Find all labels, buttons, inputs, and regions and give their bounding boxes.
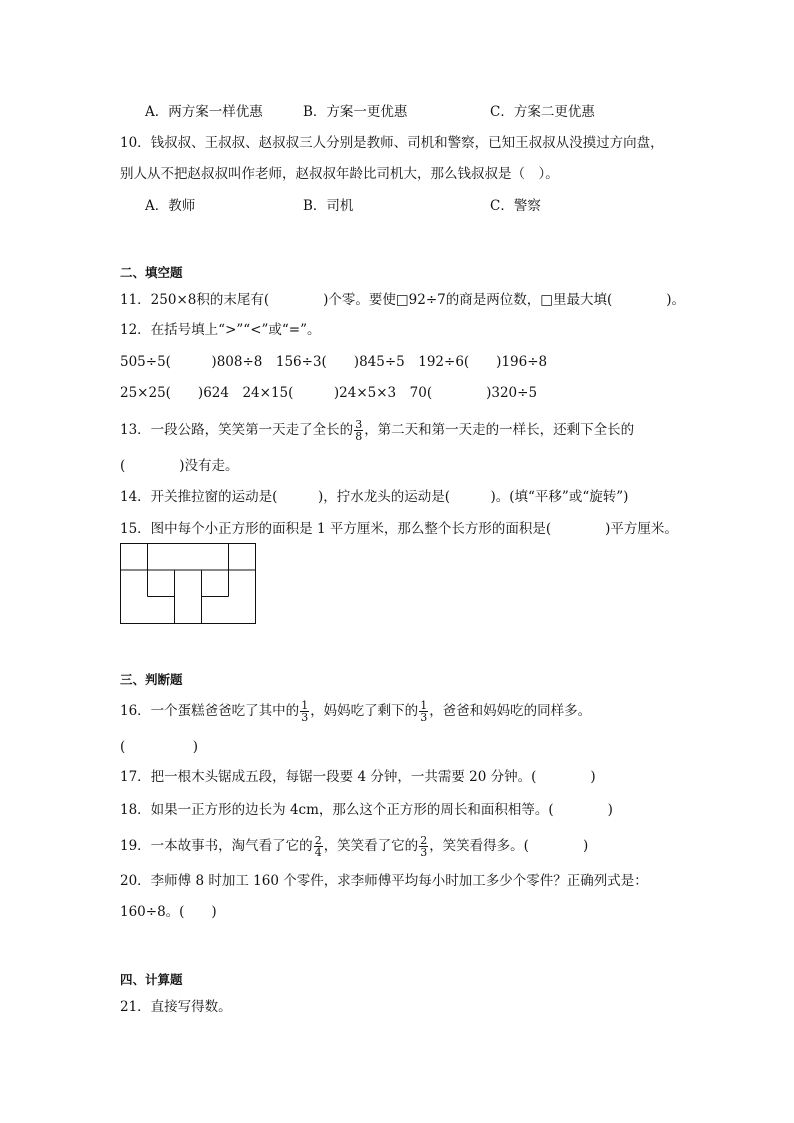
q16-fraction-1 xyxy=(300,700,309,723)
q16-fraction-2-numerator: 1 xyxy=(420,699,428,712)
q10-text-line2: 别人从不把赵叔叔叫作老师，赵叔叔年龄比司机大，那么钱叔叔是（ ）。 xyxy=(120,166,559,182)
q16-fraction-2-denominator: 3 xyxy=(420,711,428,724)
q16-text-after: ，爸爸和妈妈吃的同样多。 xyxy=(429,703,592,719)
q20-text-line2: 160÷8。( ) xyxy=(120,904,217,920)
q9-option-a: A．两方案一样优惠 xyxy=(145,104,263,120)
q13-fraction-denominator: 8 xyxy=(355,430,363,443)
q19-text xyxy=(120,835,588,858)
q12-text: 12．在括号填上“>”“<”或“=”。 xyxy=(120,322,321,338)
q16-fraction-2 xyxy=(419,700,428,723)
q10-option-b: B．司机 xyxy=(303,198,354,214)
q15-text: 15．图中每个小正方形的面积是 1 平方厘米，那么整个长方形的面积是( )平方厘米。 xyxy=(120,521,678,537)
q13-text-line2: ( )没有走。 xyxy=(120,458,239,474)
q10-option-a: A．教师 xyxy=(145,198,196,214)
q19-text-mid: ，笑笑看了它的 xyxy=(323,838,419,854)
q12-row1: 505÷5( )808÷8 156÷3( )845÷5 192÷6( )196÷8 xyxy=(120,354,548,370)
q17-text: 17．把一根木头锯成五段，每锯一段要 4 分钟，一共需要 20 分钟。( ) xyxy=(120,769,596,785)
q16-fraction-1-numerator: 1 xyxy=(301,699,309,712)
q15-grid-figure xyxy=(120,543,260,627)
q16-text-mid: ，妈妈吃了剩下的 xyxy=(310,703,419,719)
q19-text-after: ，笑笑看得多。( ) xyxy=(429,838,589,854)
q16-fraction-1-denominator: 3 xyxy=(301,711,309,724)
q16-text-line1 xyxy=(120,700,591,723)
section-title-fill-blank: 二、填空题 xyxy=(120,265,183,280)
section-title-judgement: 三、判断题 xyxy=(120,672,183,687)
q10-text-line1: 10．钱叔叔、王叔叔、赵叔叔三人分别是教师、司机和警察，已知王叔叔从没摸过方向盘， xyxy=(120,135,664,151)
q19-fraction-2 xyxy=(419,835,428,858)
q21-text: 21．直接写得数。 xyxy=(120,999,232,1015)
q19-fraction-1-numerator: 2 xyxy=(314,834,322,847)
q16-answer-blank: ( ) xyxy=(120,739,199,755)
q19-fraction-2-numerator: 2 xyxy=(420,834,428,847)
q9-option-b: B．方案一更优惠 xyxy=(303,104,408,120)
q9-option-c: C．方案二更优惠 xyxy=(490,104,595,120)
q18-text: 18．如果一正方形的边长为 4cm，那么这个正方形的周长和面积相等。( ) xyxy=(120,802,613,818)
q19-fraction-2-denominator: 3 xyxy=(420,846,428,859)
q12-row2: 25×25( )624 24×15( )24×5×3 70( )320÷5 xyxy=(120,385,538,401)
q13-fraction-numerator: 3 xyxy=(355,418,363,431)
q11-text: 11．250×8积的末尾有( )个零。要使□92÷7的商是两位数，□里最大填( )。 xyxy=(120,292,686,308)
q13-text-before: 13．一段公路，笑笑第一天走了全长的 xyxy=(120,422,354,438)
q16-text-before: 16．一个蛋糕爸爸吃了其中的 xyxy=(120,703,300,719)
q19-text-before: 19．一本故事书，淘气看了它的 xyxy=(120,838,313,854)
section-title-calculation: 四、计算题 xyxy=(120,972,183,987)
q20-text-line1: 20．李师傅 8 时加工 160 个零件，求李师傅平均每小时加工多少个零件？正确列式是： xyxy=(120,873,648,889)
q19-fraction-1 xyxy=(314,835,323,858)
q10-option-c: C．警察 xyxy=(490,198,541,214)
q13-text-line1 xyxy=(120,419,634,442)
q13-text-after: ，第二天和第一天走的一样长，还剩下全长的 xyxy=(364,422,635,438)
q14-text: 14．开关推拉窗的运动是( )，拧水龙头的运动是( )。(填“平移”或“旋转”) xyxy=(120,489,629,505)
q19-fraction-1-denominator: 4 xyxy=(314,846,322,859)
q13-fraction xyxy=(354,419,363,442)
